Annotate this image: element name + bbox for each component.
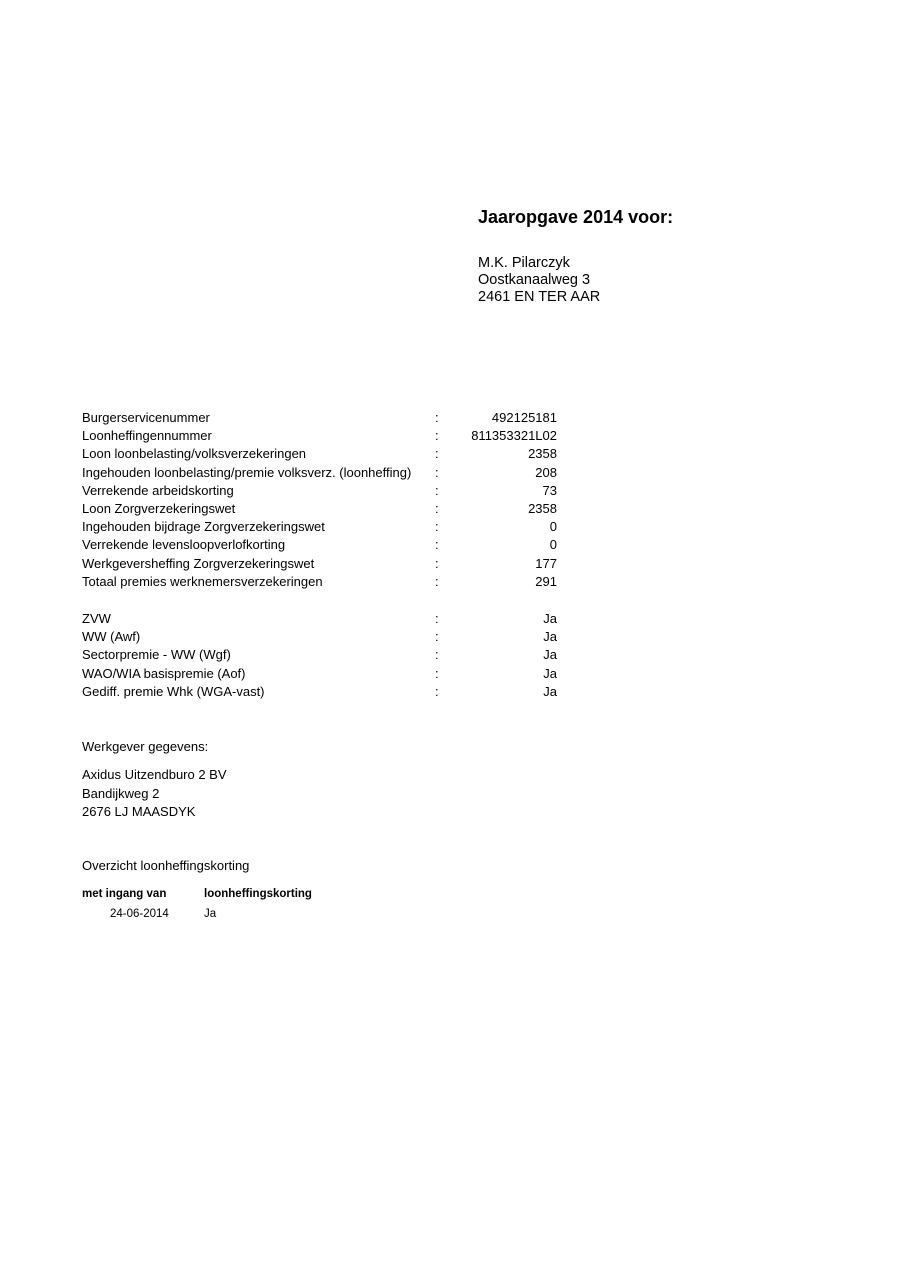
row-value: Ja [543,647,557,663]
row-separator: : [435,519,439,535]
row-label: Burgerservicenummer [82,410,210,425]
row-label: WAO/WIA basispremie (Aof) [82,665,246,681]
employer-name: Axidus Uitzendburo 2 BV [82,767,227,782]
column-header-date: met ingang van [82,888,167,900]
korting-table [82,886,382,926]
column-header-korting: loonheffingskorting [204,888,312,900]
korting-value: Ja [204,908,217,920]
summary-row [82,409,562,427]
insurance-row [82,665,562,683]
row-separator: : [435,446,439,462]
row-value: 177 [535,555,557,571]
summary-row [82,482,562,500]
row-value: 208 [535,464,557,480]
row-separator: : [435,464,439,480]
row-separator: : [435,647,439,663]
recipient-name: M.K. Pilarczyk [478,255,570,271]
insurance-row [82,683,562,701]
employer-street: Bandijkweg 2 [82,785,160,801]
recipient-street: Oostkanaalweg 3 [478,272,591,288]
row-separator: : [435,611,439,626]
row-value: Ja [543,611,557,626]
insurance-row [82,646,562,664]
korting-heading: Overzicht loonheffingskorting [82,858,250,873]
insurance-row [82,610,562,628]
employer-city: 2676 LJ MAASDYK [82,804,196,819]
row-value: 2358 [528,500,557,516]
recipient-address [478,255,600,306]
row-value: 0 [549,519,557,535]
row-value: Ja [543,629,557,645]
summary-row [82,518,562,536]
row-separator: : [435,428,439,444]
row-label: Sectorpremie - WW (Wgf) [82,647,231,663]
row-label: Werkgeversheffing Zorgverzekeringswet [82,555,315,571]
row-separator: : [435,665,439,681]
insurance-row [82,628,562,646]
row-value: Ja [543,683,557,699]
row-separator: : [435,500,439,516]
row-value: 291 [535,573,557,589]
insurance-summary [82,610,562,701]
row-value: 0 [549,537,557,553]
employer-address [82,766,227,822]
korting-table-header [82,886,382,906]
row-label: Loonheffingennummer [82,428,212,444]
row-separator: : [435,482,439,498]
summary-row [82,427,562,445]
document-title: Jaaropgave 2014 voor: [478,207,674,227]
summary-row [82,536,562,554]
row-label: Totaal premies werknemersverzekeringen [82,573,323,589]
row-value: 73 [542,482,557,498]
row-label: Ingehouden bijdrage Zorgverzekeringswet [82,519,325,535]
row-label: WW (Awf) [82,629,141,645]
table-row [82,906,382,926]
row-label: Loon Zorgverzekeringswet [82,500,236,516]
row-separator: : [435,683,439,699]
row-value: 811353321L02 [471,428,557,444]
row-value: 492125181 [491,410,557,425]
summary-row [82,445,562,463]
row-separator: : [435,555,439,571]
row-label: Ingehouden loonbelasting/premie volksverz. (loonheffing) [82,464,412,480]
row-label: Verrekende levensloopverlofkorting [82,537,286,553]
row-separator: : [435,573,439,589]
row-value: Ja [543,665,557,681]
summary-row [82,573,562,591]
row-label: Loon loonbelasting/volksverzekeringen [82,446,307,462]
row-separator: : [435,629,439,645]
income-summary [82,409,562,591]
row-label: ZVW [82,611,111,626]
row-separator: : [435,537,439,553]
summary-row [82,555,562,573]
row-label: Gediff. premie Whk (WGA-vast) [82,683,265,699]
row-value: 2358 [528,446,557,462]
row-label: Verrekende arbeidskorting [82,482,234,498]
korting-date: 24-06-2014 [110,908,169,920]
employer-heading: Werkgever gegevens: [82,739,209,754]
summary-row [82,464,562,482]
row-separator: : [435,410,439,425]
recipient-city: 2461 EN TER AAR [478,289,601,305]
summary-row [82,500,562,518]
